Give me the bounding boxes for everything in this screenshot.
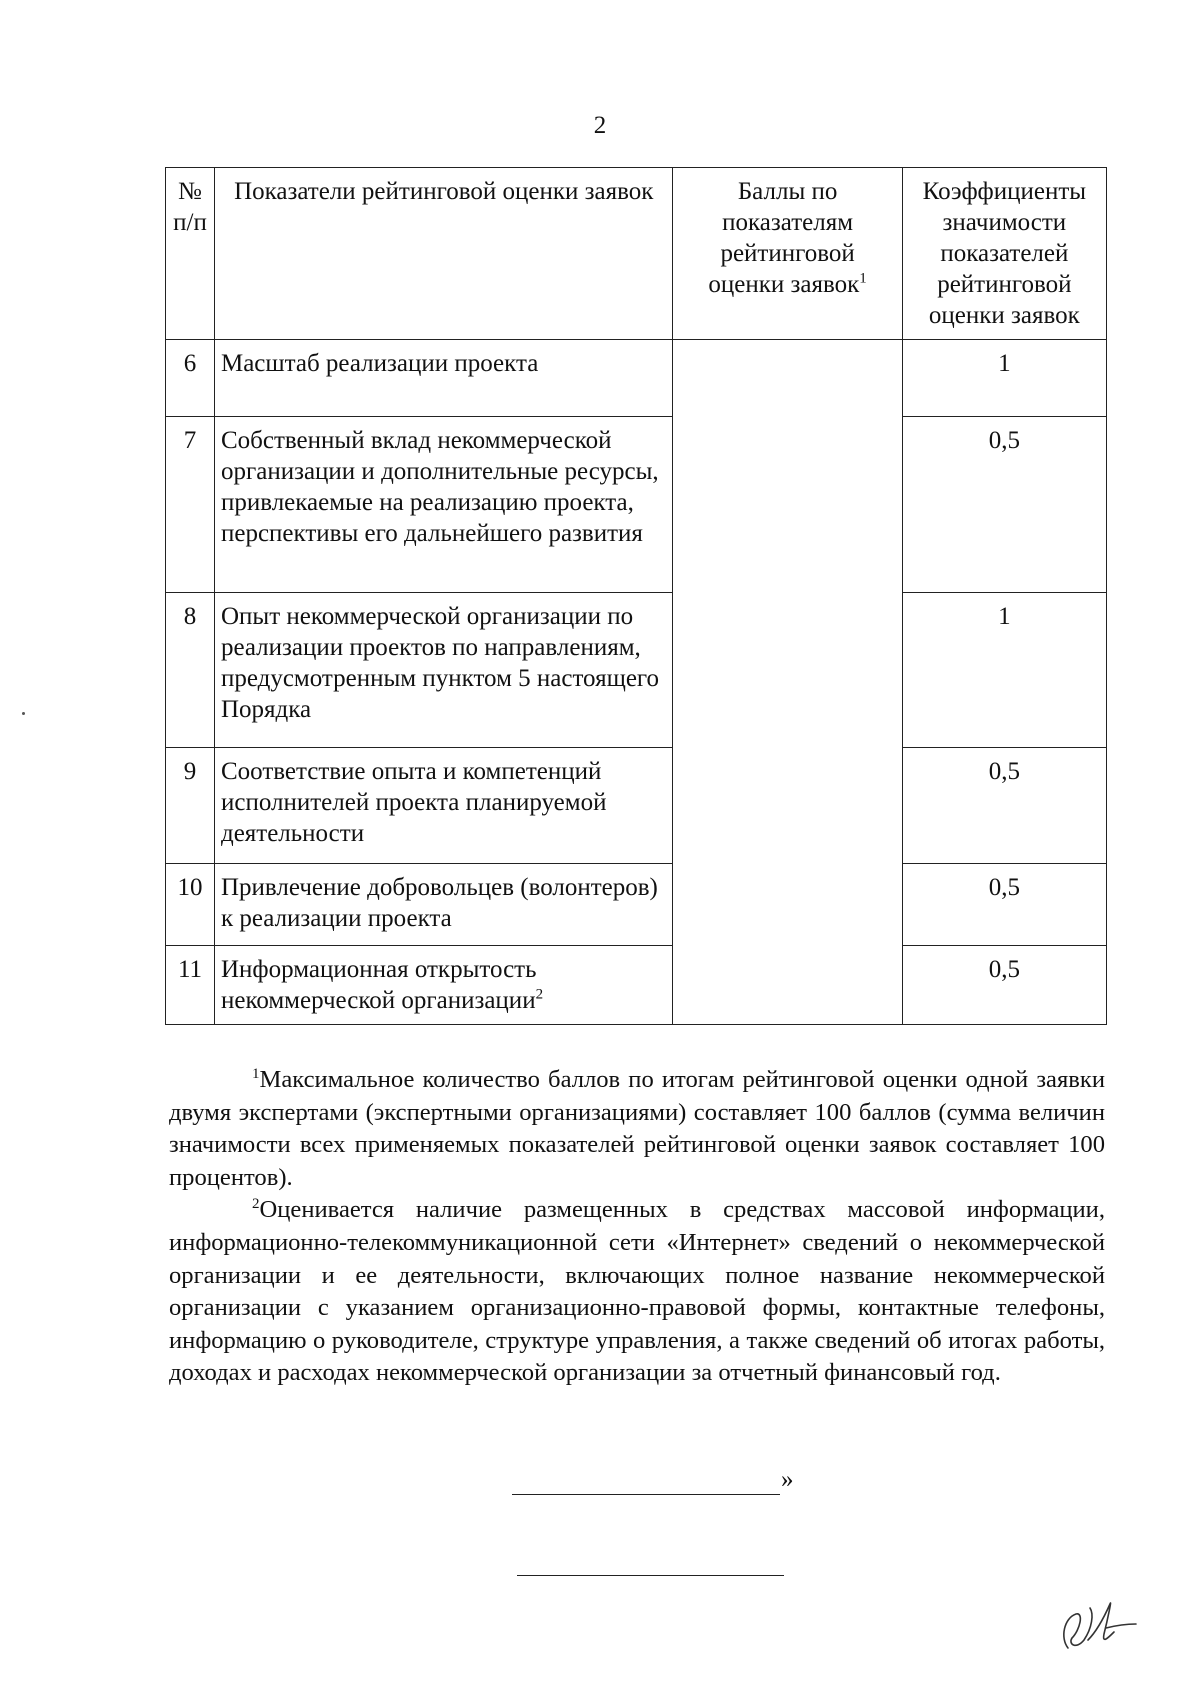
header-indicator: Показатели рейтинговой оценки заявок (214, 168, 673, 340)
closing-quote: » (781, 1466, 794, 1493)
footnotes (169, 1064, 1105, 1390)
footnote-mark-2: 2 (252, 1196, 260, 1213)
coefficient-value: 0,5 (902, 748, 1106, 864)
table-row (166, 748, 1107, 864)
coefficient-value: 0,5 (902, 864, 1106, 946)
row-number: 7 (166, 417, 215, 593)
table-row (166, 417, 1107, 593)
indicator-name: Соответствие опыта и компетенций исполнителей проекта планируемой деятельности (214, 748, 673, 864)
row-number: 8 (166, 593, 215, 748)
footnote-2-text: Оценивается наличие размещенных в средствах массовой информации, информационно-телекоммуникационной сети «Интернет» сведений о некоммерческой организации и ее деятельности, включающих полное название некоммерческой организации с указанием организационно-правовой формы, контактные телефоны, информацию о руководителе, структуре управления, а также сведений об итогах работы, доходах и расходах некоммерческой организации за отчетный финансовый год. (169, 1196, 1105, 1387)
scan-speck (22, 712, 25, 715)
page-number: 2 (593, 112, 607, 139)
header-no: № п/п (166, 168, 215, 340)
signature-line (517, 1575, 784, 1576)
row-number: 9 (166, 748, 215, 864)
coefficient-value: 1 (902, 340, 1106, 417)
signature-line (512, 1494, 780, 1495)
footnote-mark-1: 1 (252, 1065, 260, 1082)
indicator-name: Информационная открытость некоммерческой организации$^2$ (214, 946, 673, 1025)
indicator-name: Привлечение добровольцев (волонтеров) к реализации проекта (214, 864, 673, 946)
table-header-row (166, 168, 1107, 340)
coefficient-value: 0,5 (902, 417, 1106, 593)
handwritten-signature (1050, 1578, 1140, 1668)
footnote-2 (169, 1194, 1105, 1390)
coefficient-value: 0,5 (902, 946, 1106, 1025)
header-coefficient: Коэффициенты значимости показателей рейтинговой оценки заявок (902, 168, 1106, 340)
coefficient-value: 1 (902, 593, 1106, 748)
table-row (166, 593, 1107, 748)
row-number: 10 (166, 864, 215, 946)
table-row (166, 864, 1107, 946)
footnote-ref-1: 1 (859, 270, 867, 287)
row-number: 11 (166, 946, 215, 1025)
header-points: Баллы по показателям рейтинговой оценки заявок$^1$ (673, 168, 902, 340)
table-row (166, 946, 1107, 1025)
indicator-name: Собственный вклад некоммерческой организации и дополнительные ресурсы, привлекаемые на реализацию проекта, перспективы его дальнейшего развития (214, 417, 673, 593)
table-row (166, 340, 1107, 417)
rating-indicators-table (165, 167, 1107, 1025)
footnote-1 (169, 1064, 1105, 1194)
row-number: 6 (166, 340, 215, 417)
indicator-name: Масштаб реализации проекта (214, 340, 673, 417)
indicator-name: Опыт некоммерческой организации по реализации проектов по направлениям, предусмотренным пунктом 5 настоящего Порядка (214, 593, 673, 748)
points-cell (673, 340, 902, 1025)
footnote-ref-2: 2 (535, 986, 544, 1003)
footnote-1-text: Максимальное количество баллов по итогам рейтинговой оценки одной заявки двумя экспертами (экспертными организациями) составляет 100 баллов (сумма величин значимости всех применяемых показателей рейтинговой оценки заявок составляет 100 процентов). (169, 1066, 1105, 1191)
